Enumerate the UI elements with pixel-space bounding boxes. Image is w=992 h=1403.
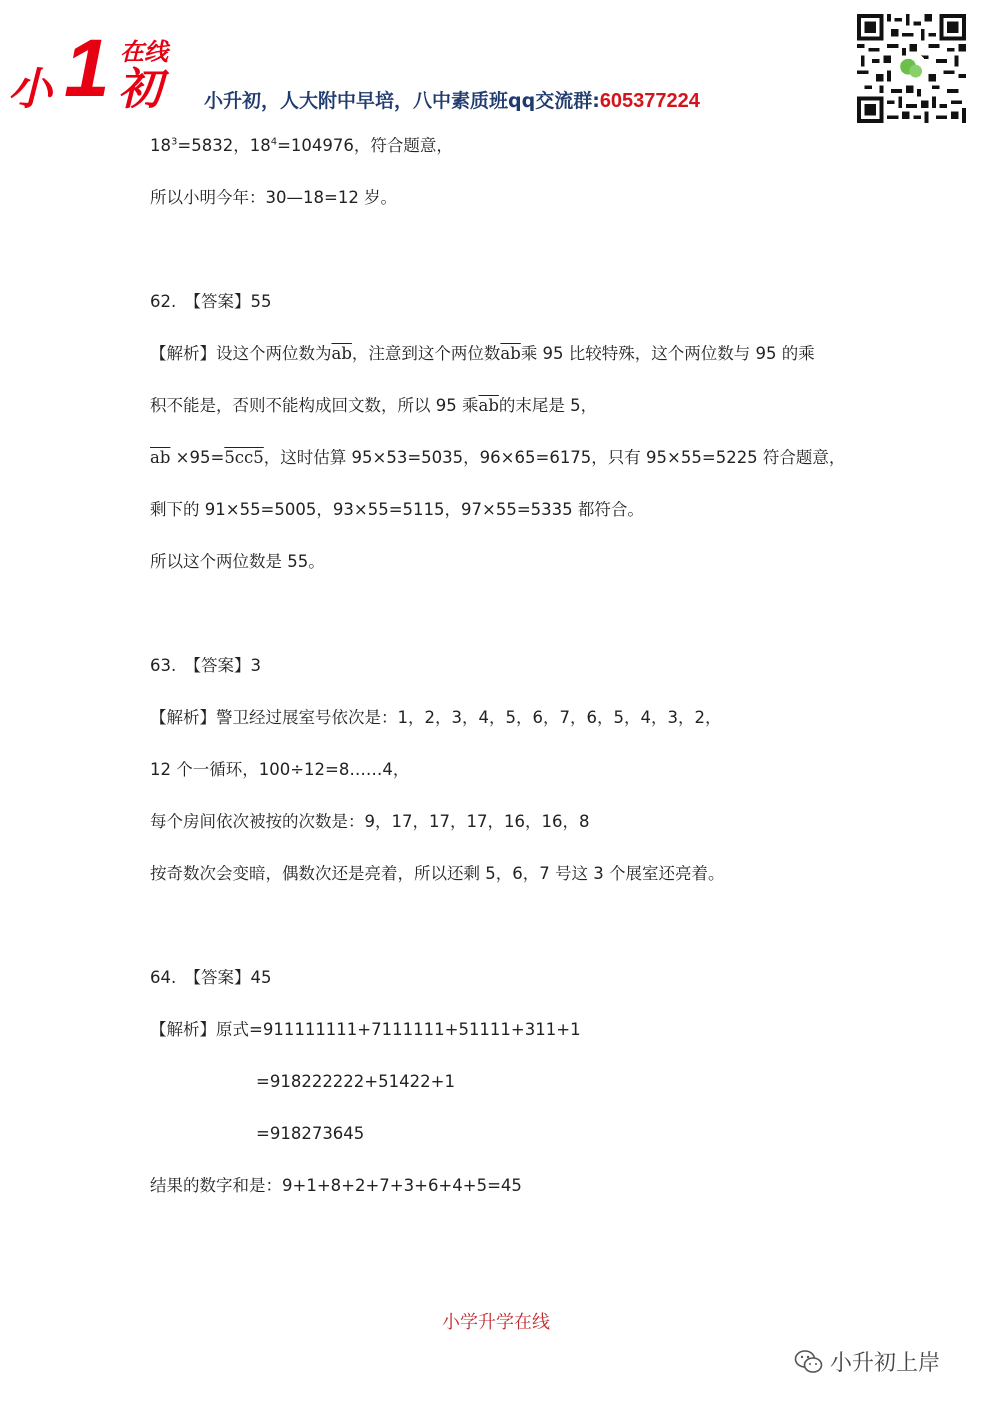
text: 【解析】设这个两位数为 — [150, 344, 332, 363]
header-qq-number: 605377224 — [599, 90, 700, 112]
overline-ab: $\overline{ab}$ — [150, 448, 171, 467]
overline-ab: $\overline{ab}$ — [478, 396, 499, 415]
text: ，这时估算 95×53=5035，96×65=6175，只有 95×55=5225 符合题意， — [263, 448, 846, 467]
text: 乘 95 比较特殊，这个两位数与 95 的乘 — [520, 344, 815, 363]
logo-number: 1 — [64, 23, 110, 114]
logo-char-xiao: 小 — [8, 64, 50, 115]
header-title — [204, 88, 700, 114]
q62-analysis-1 — [150, 342, 815, 366]
text-exponent: 3 — [171, 136, 178, 148]
line-powers — [150, 134, 453, 158]
text-exponent: 4 — [270, 136, 278, 148]
q64-answer: 64. 【答案】45 — [150, 968, 272, 987]
overline-ab: $\overline{ab}$ — [331, 344, 352, 363]
q63-analysis-2: 12 个一循环，100÷12=8……4， — [150, 760, 410, 779]
q64-analysis-1: 【解析】原式=911111111+7111111+51111+311+1 — [150, 1020, 581, 1039]
q64-analysis-2: =918222222+51422+1 — [256, 1072, 455, 1091]
text: ×95= — [170, 448, 225, 467]
overline-5cc5: 5cc5 — [224, 448, 264, 467]
text: ，注意到这个两位数 — [351, 344, 501, 363]
q62-analysis-3 — [150, 446, 845, 470]
overline-ab: $\overline{ab}$ — [500, 344, 521, 363]
qr-code-icon — [857, 11, 966, 126]
text: 积不能是，否则不能构成回文数，所以 95 乘 — [150, 396, 479, 415]
text-mid: =5832，18 — [177, 136, 271, 155]
q63-analysis-3: 每个房间依次被按的次数是：9，17，17，17，16，16，8 — [150, 812, 590, 831]
footer-brand-text: 小升初上岸 — [830, 1351, 941, 1376]
q62-conclusion: 所以这个两位数是 55。 — [150, 552, 325, 571]
q62-answer: 62. 【答案】55 — [150, 292, 272, 311]
q64-analysis-3: =918273645 — [256, 1124, 365, 1143]
logo-char-chu: 初 — [118, 64, 162, 115]
text-end: =104976，符合题意， — [277, 136, 453, 155]
brand-logo — [8, 23, 173, 115]
header-title-text: 小升初，人大附中早培，八中素质班qq交流群: — [204, 90, 600, 112]
wechat-icon — [794, 1349, 824, 1375]
text-base: 18 — [150, 136, 171, 155]
q63-conclusion: 按奇数次会变暗，偶数次还是亮着，所以还剩 5，6，7 号这 3 个展室还亮着。 — [150, 864, 725, 883]
logo-online: 在线 — [120, 38, 168, 66]
footer-site-name: 小学升学在线 — [442, 1312, 550, 1333]
q63-answer: 63. 【答案】3 — [150, 656, 261, 675]
q62-analysis-2 — [150, 394, 597, 418]
text: 的末尾是 5， — [498, 396, 598, 415]
q64-conclusion: 结果的数字和是：9+1+8+2+7+3+6+4+5=45 — [150, 1176, 522, 1195]
footer-brand — [794, 1346, 940, 1377]
q62-analysis-4: 剩下的 91×55=5005，93×55=5115，97×55=5335 都符合。 — [150, 500, 644, 519]
line-age: 所以小明今年：30—18=12 岁。 — [150, 188, 398, 207]
q63-analysis-1: 【解析】警卫经过展室号依次是：1，2，3，4，5，6，7，6，5，4，3，2， — [150, 708, 722, 727]
